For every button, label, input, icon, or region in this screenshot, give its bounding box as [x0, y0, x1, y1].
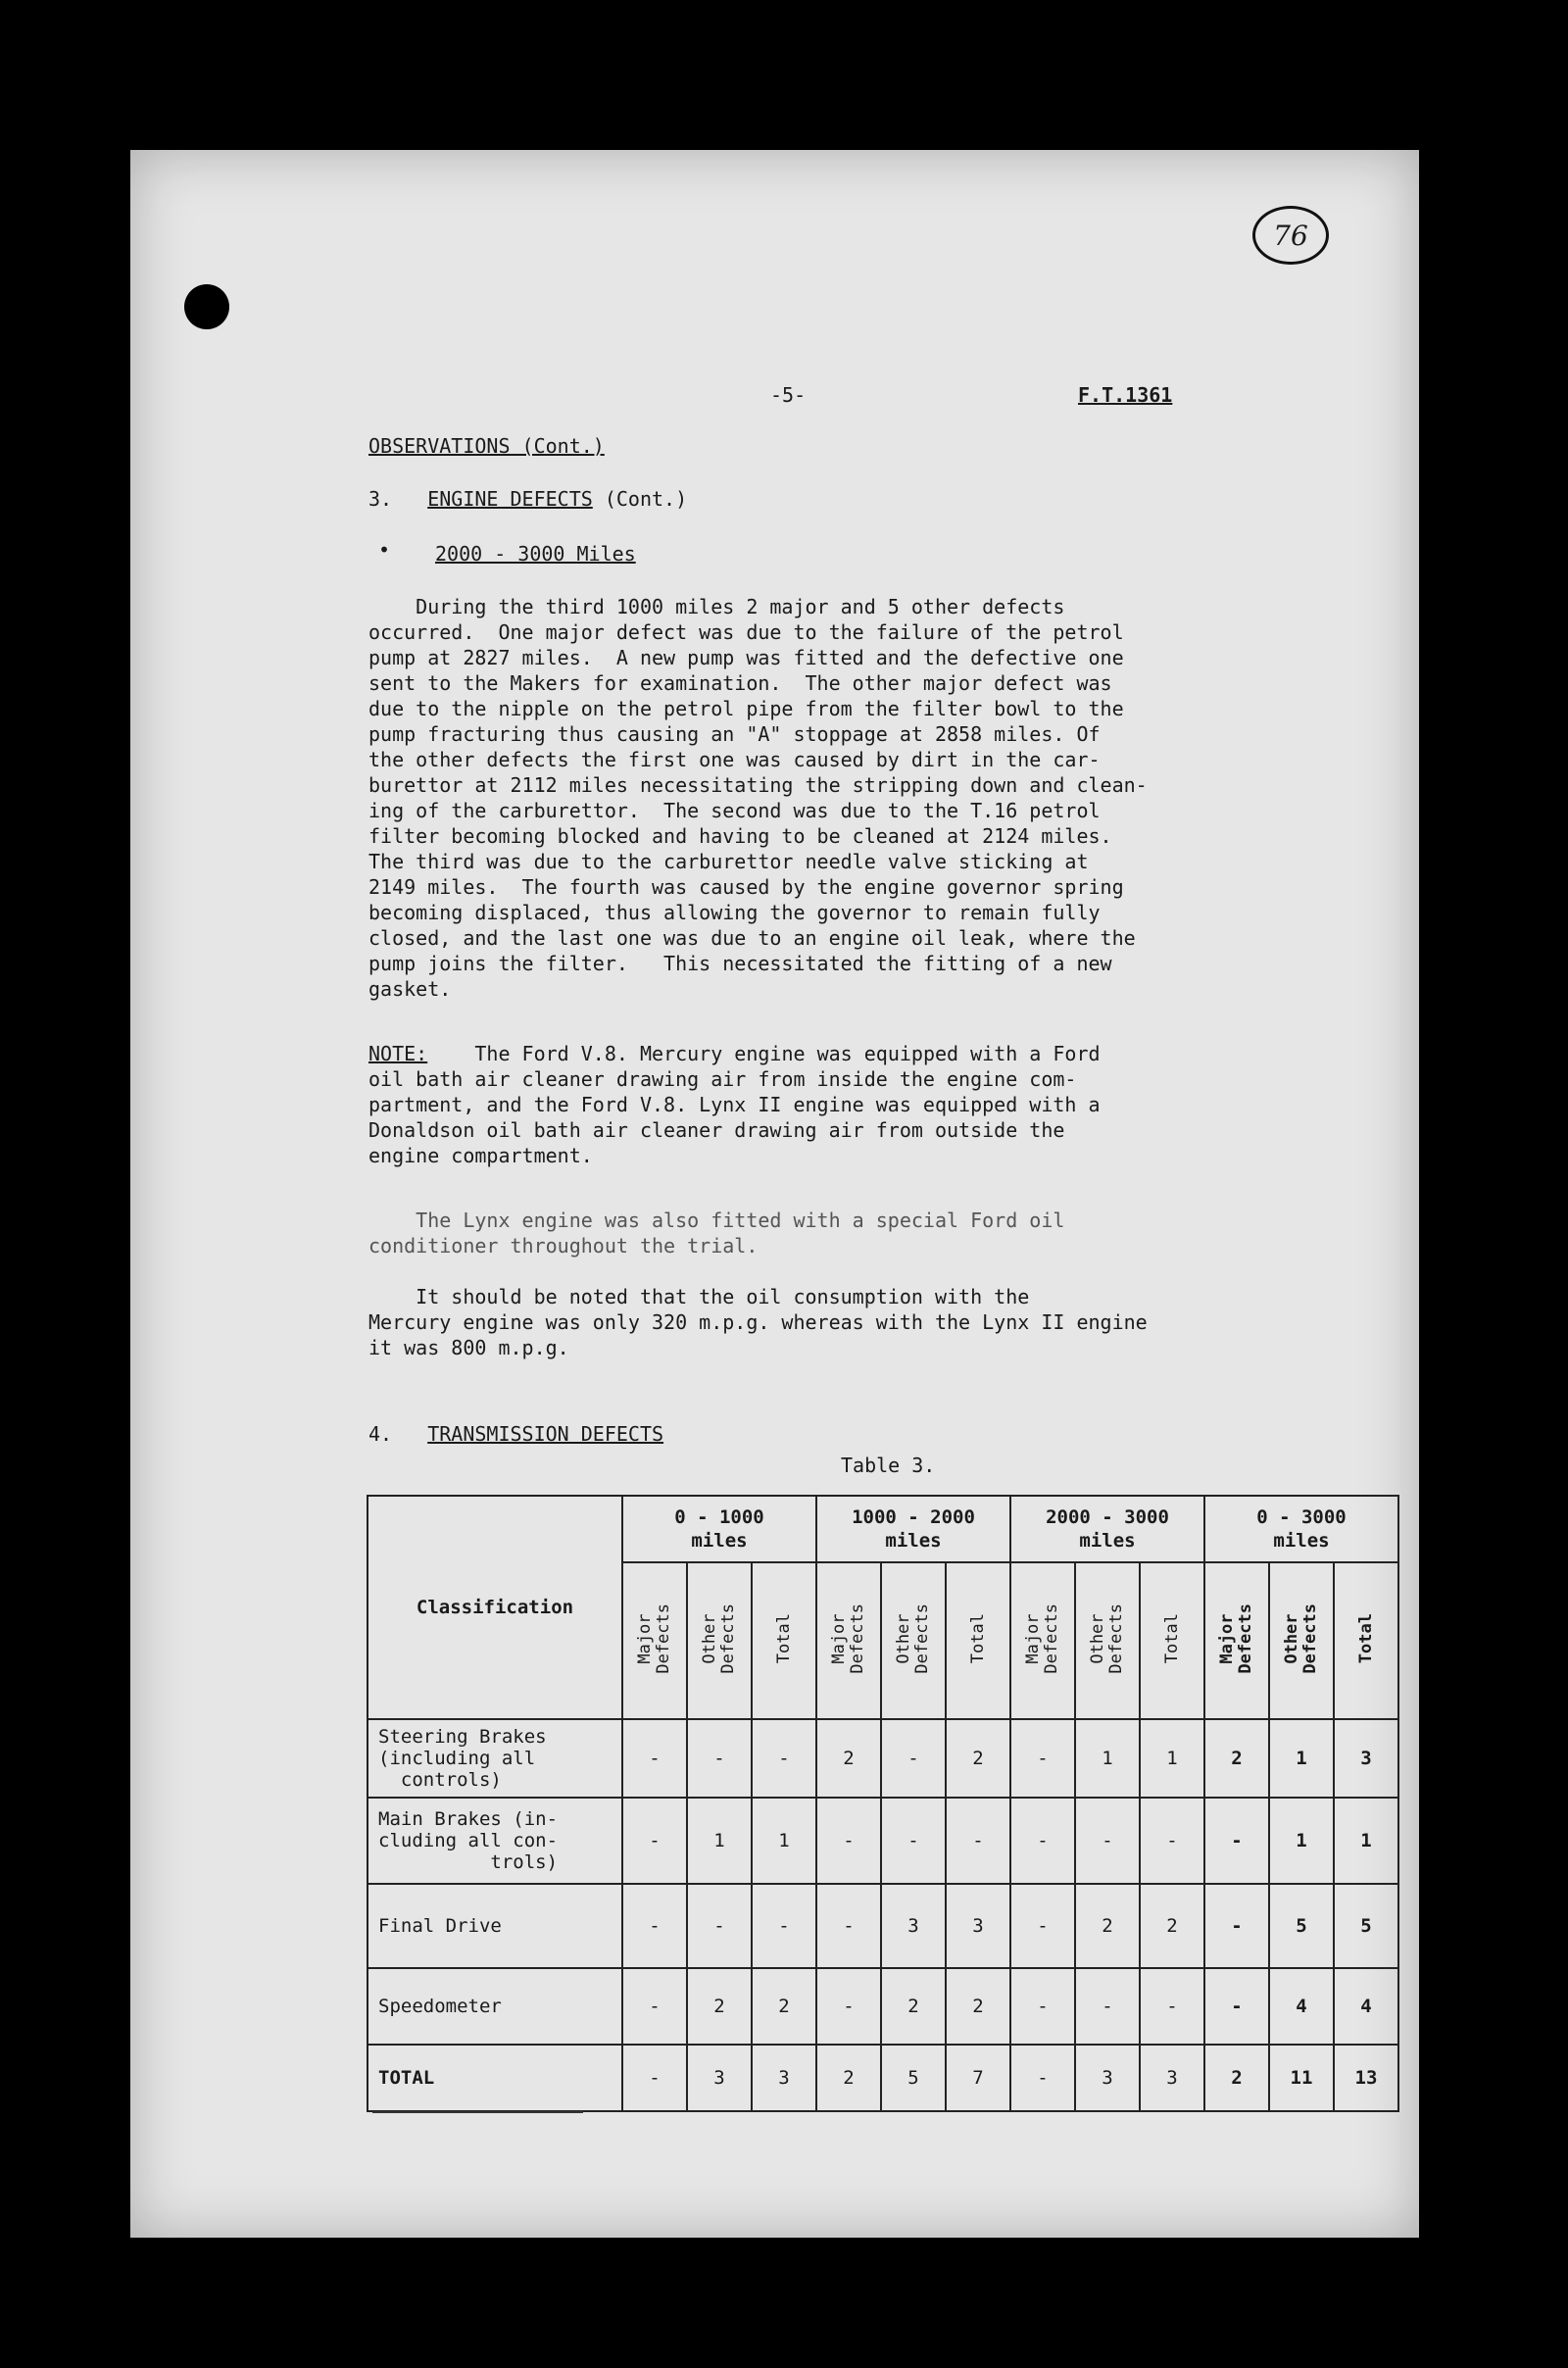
table-cell: - — [1010, 1968, 1075, 2045]
table-cell: 7 — [946, 2045, 1010, 2111]
subhead-total: Total — [1140, 1562, 1204, 1719]
table-cell: - — [816, 1968, 881, 2045]
table-cell: - — [622, 1884, 687, 1968]
subhead-other: Other Defects — [687, 1562, 752, 1719]
note3-paragraph: It should be noted that the oil consumption with the Mercury engine was only 320 m.p.g. whereas with the Lynx II engine it was 800 m.p.g. — [368, 1285, 1148, 1359]
table-cell: 3 — [1075, 2045, 1140, 2111]
table-cell: - — [1204, 1884, 1269, 1968]
table-cell: 13 — [1334, 2045, 1398, 2111]
table-caption: Table 3. — [841, 1454, 936, 1477]
table-cell: 2 — [1140, 1884, 1204, 1968]
table-cell: - — [816, 1884, 881, 1968]
engine-heading — [368, 486, 687, 512]
table-cell: 3 — [881, 1884, 946, 1968]
bullet: • — [378, 538, 391, 562]
table-cell: 5 — [1334, 1884, 1398, 1968]
table-cell: - — [1075, 1798, 1140, 1884]
note-paragraph — [368, 1041, 1250, 1168]
group-header: 2000 - 3000 miles — [1010, 1496, 1204, 1562]
table-row — [368, 1884, 1398, 1968]
classification-header: Classification — [368, 1496, 622, 1719]
table-cell: 4 — [1334, 1968, 1398, 2045]
table-cell: 5 — [881, 2045, 946, 2111]
table-cell: 2 — [946, 1968, 1010, 2045]
table-cell: 2 — [816, 1719, 881, 1798]
table-cell: - — [622, 1968, 687, 2045]
table-cell: 1 — [1269, 1719, 1334, 1798]
folio-number: 76 — [1273, 219, 1308, 252]
table-cell: - — [1204, 1798, 1269, 1884]
table-cell: - — [1010, 1798, 1075, 1884]
subhead-major: Major Defects — [1204, 1562, 1269, 1719]
table-body — [368, 1719, 1398, 2111]
table-cell: 1 — [1140, 1719, 1204, 1798]
row-label: TOTAL — [368, 2045, 622, 2111]
table-cell: 2 — [687, 1968, 752, 2045]
table-cell: 5 — [1269, 1884, 1334, 1968]
row-label: Final Drive — [368, 1884, 622, 1968]
table-cell: 3 — [752, 2045, 816, 2111]
table-row — [368, 2045, 1398, 2111]
table-cell: - — [1140, 1968, 1204, 2045]
table-cell: 2 — [881, 1968, 946, 2045]
defects-table — [367, 1495, 1399, 2112]
table-cell: - — [881, 1798, 946, 1884]
table-cell: - — [881, 1719, 946, 1798]
subhead-other: Other Defects — [1269, 1562, 1334, 1719]
report-reference: F.T.1361 — [1078, 383, 1173, 407]
table-cell: 2 — [1075, 1884, 1140, 1968]
engine-number: 3. — [368, 487, 393, 511]
table-row — [368, 1719, 1398, 1798]
note-label: NOTE: — [368, 1042, 428, 1065]
subhead-total: Total — [946, 1562, 1010, 1719]
table-cell: 2 — [1204, 1719, 1269, 1798]
table-cell: - — [1204, 1968, 1269, 2045]
page-number: -5- — [770, 383, 807, 407]
subhead-other: Other Defects — [881, 1562, 946, 1719]
engine-cont: (Cont.) — [604, 487, 688, 511]
group-header: 0 - 3000 miles — [1204, 1496, 1398, 1562]
table-cell: - — [622, 2045, 687, 2111]
subhead-other: Other Defects — [1075, 1562, 1140, 1719]
note-text: The Ford V.8. Mercury engine was equipped with a Ford oil bath air cleaner drawing air from inside the engine com- partment, and the Ford V.8. Lynx II engine was equipped with a Donaldson oil bath air cleaner drawing air from outside the engine compartment. — [368, 1042, 1101, 1167]
table-cell: 2 — [816, 2045, 881, 2111]
table-cell: 2 — [946, 1719, 1010, 1798]
table-cell: - — [752, 1719, 816, 1798]
table-cell: - — [687, 1719, 752, 1798]
table-cell: 3 — [1140, 2045, 1204, 2111]
table-cell: - — [1010, 1884, 1075, 1968]
table-cell: 1 — [1269, 1798, 1334, 1884]
table-cell: - — [946, 1798, 1010, 1884]
row-label: Speedometer — [368, 1968, 622, 2045]
table-cell: 2 — [1204, 2045, 1269, 2111]
group-header: 1000 - 2000 miles — [816, 1496, 1010, 1562]
subhead-major: Major Defects — [1010, 1562, 1075, 1719]
table-cell: - — [622, 1798, 687, 1884]
transmission-number: 4. — [368, 1422, 393, 1446]
table-cell: 1 — [1334, 1798, 1398, 1884]
engine-paragraph: During the third 1000 miles 2 major and 5 other defects occurred. One major defect was due to the failure of the petrol pump at 2827 miles. A new pump was fitted and the defective one sent to the Makers for examination. The other major defect was due to the nipple on the petrol pipe from the filter bowl to the pump fracturing thus causing an "A" stoppage at 2858 miles. Of the other defects the first one was caused by dirt in the car- burettor at 2112 miles necessitating the stripping down and clean- ing of the carburettor. The second was due to the T.16 petrol filter becoming blocked and having to be cleaned at 2124 miles. The third was due to the carburettor needle valve sticking at 2149 miles. The fourth was caused by the engine governor spring becoming displaced, thus allowing the governor to remain fully closed, and the last one was due to an engine oil leak, where the pump joins the filter. This necessitated the fitting of a new gasket. — [368, 595, 1148, 1001]
table-cell: 11 — [1269, 2045, 1334, 2111]
table-cell: - — [752, 1884, 816, 1968]
subhead-total: Total — [1334, 1562, 1398, 1719]
table-cell: 4 — [1269, 1968, 1334, 2045]
table-cell: 2 — [752, 1968, 816, 2045]
table-cell: 3 — [687, 2045, 752, 2111]
row-label: Steering Brakes (including all controls) — [368, 1719, 622, 1798]
engine-title: ENGINE DEFECTS — [427, 487, 593, 511]
table-cell: - — [622, 1719, 687, 1798]
transmission-heading — [368, 1421, 663, 1447]
table-cell: - — [1010, 2045, 1075, 2111]
table-cell: 1 — [752, 1798, 816, 1884]
table-row — [368, 1798, 1398, 1884]
table-cell: 1 — [1075, 1719, 1140, 1798]
punch-hole — [184, 284, 229, 329]
row-label: Main Brakes (in- cluding all con- trols) — [368, 1798, 622, 1884]
subhead-major: Major Defects — [622, 1562, 687, 1719]
table-cell: - — [687, 1884, 752, 1968]
table-cell: 1 — [687, 1798, 752, 1884]
table-footer-rule — [372, 2111, 583, 2113]
section-title: OBSERVATIONS (Cont.) — [368, 434, 605, 458]
table-cell: 3 — [1334, 1719, 1398, 1798]
folio-stamp — [1252, 206, 1329, 265]
subsection-title: 2000 - 3000 Miles — [435, 542, 636, 566]
subhead-major: Major Defects — [816, 1562, 881, 1719]
table-cell: - — [1140, 1798, 1204, 1884]
table-cell: 3 — [946, 1884, 1010, 1968]
transmission-title: TRANSMISSION DEFECTS — [427, 1422, 664, 1446]
subhead-total: Total — [752, 1562, 816, 1719]
note2-paragraph: The Lynx engine was also fitted with a special Ford oil conditioner throughout the trial. — [368, 1209, 1065, 1258]
table-row — [368, 1968, 1398, 2045]
table-cell: - — [1075, 1968, 1140, 2045]
table-cell: - — [1010, 1719, 1075, 1798]
table-cell: - — [816, 1798, 881, 1884]
group-header: 0 - 1000 miles — [622, 1496, 816, 1562]
